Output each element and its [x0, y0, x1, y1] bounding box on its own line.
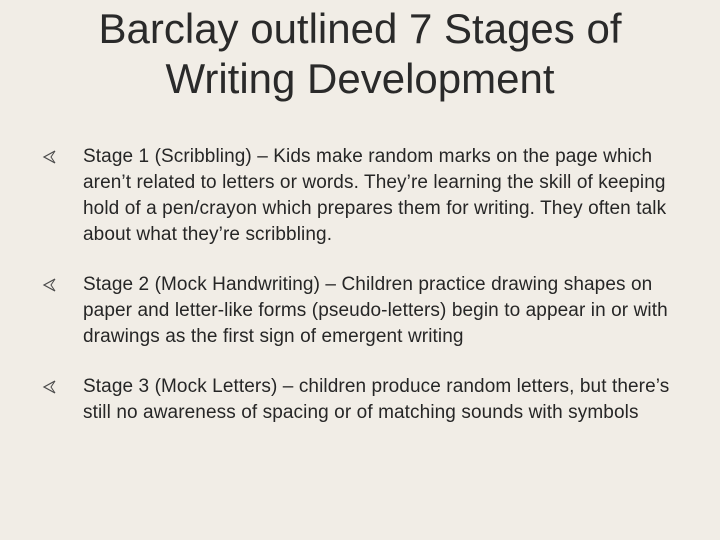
bullet-item-stage-3 — [40, 374, 690, 426]
arrowhead-left-icon — [40, 147, 60, 167]
bullet-list — [40, 144, 690, 426]
slide-title — [20, 4, 700, 104]
bullet-item-stage-1 — [40, 144, 690, 248]
arrowhead-left-icon — [40, 377, 60, 397]
title-line-1: Barclay outlined 7 Stages of — [98, 5, 622, 52]
title-line-2: Writing Development — [165, 55, 555, 102]
bullet-item-stage-2 — [40, 272, 690, 350]
bullet-text: Stage 1 (Scribbling) – Kids make random marks on the page which aren’t related to letters or words. They’re learning the skill of keeping hold of a pen/crayon which prepares them for writing. They often talk about what they’re scribbling. — [83, 146, 667, 245]
bullet-text: Stage 3 (Mock Letters) – children produce random letters, but there’s still no awareness of spacing or of matching sounds with symbols — [83, 376, 670, 423]
arrowhead-left-icon — [40, 275, 60, 295]
bullet-text: Stage 2 (Mock Handwriting) – Children practice drawing shapes on paper and letter-like forms (pseudo-letters) begin to appear in or with drawings as the first sign of emergent writing — [83, 274, 668, 347]
